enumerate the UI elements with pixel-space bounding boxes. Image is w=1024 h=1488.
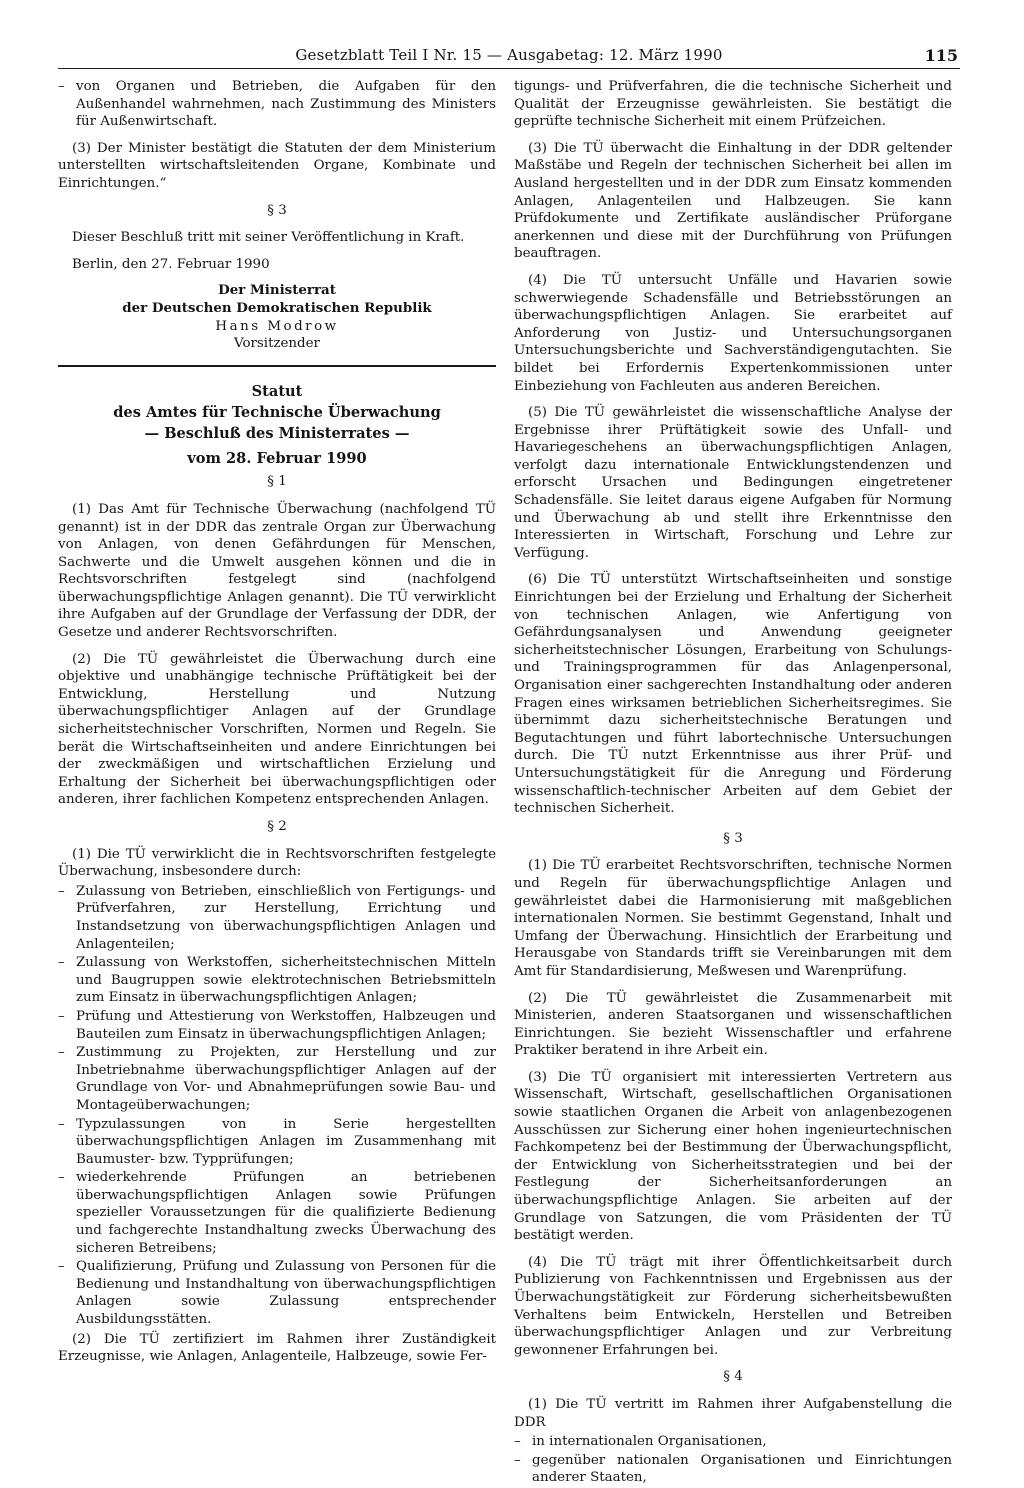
place-date: Berlin, den 27. Februar 1990: [72, 256, 270, 272]
paragraph: (1) Die TÜ vertritt im Rahmen ihrer Aufgabenstellung die DDR: [514, 1396, 952, 1430]
dash-bullet: –: [58, 955, 65, 971]
paragraph: (5) Die TÜ gewährleistet die wissenschaftliche Analyse der Ergebnisse ihrer Prüftätigkeit sowie des Unfall- und Havariegeschehens an überwachungspflichtigen Anlagen, verfolgt dazu internationale Entwicklungstendenzen und erforscht Ursachen und Bedingungen eingetretener Schadensfälle. Sie leitet daraus eigene Aufgaben für Normung und Überwachung ab und stellt ihre Erkenntnisse den Interessierten in Wirtschaft, Forschung und Lehre zur Verfügung.: [514, 405, 952, 561]
list-item-text: in internationalen Organisationen,: [532, 1434, 767, 1450]
list-item-text: wiederkehrende Prüfungen an betriebenen überwachungspflichtigen Anlagen sowie Prüfungen spezieller Voraussetzungen für die qualifizierte Bedienung und fachgerechte Instandhaltung zwecks Überwachung des sicheren Betreibens;: [76, 1170, 496, 1256]
paragraph: (2) Die TÜ gewährleistet die Zusammenarbeit mit Ministerien, anderen Staatsorganen und wissenschaftlichen Einrichtungen. Sie bezieht Wissenschaftler und erfahrene Praktiker beratend in ihre Arbeit ein.: [514, 990, 952, 1059]
list-item-text: Qualifizierung, Prüfung und Zulassung von Personen für die Bedienung und Instandhaltung von überwachungspflichtigen Anlagen sowie Zulassung entsprechender Ausbildungsstätten.: [76, 1259, 496, 1328]
paragraph: (1) Das Amt für Technische Überwachung (nachfolgend TÜ genannt) ist in der DDR das zentrale Organ zur Überwachung von Anlagen, von denen Gefährdungen für Menschen, Sachwerte und die Umwelt ausgehen können und die in Rechtsvorschriften festgelegt sind (nachfolgend überwachungspflichtige Anlagen genannt). Die TÜ verwirklicht ihre Aufgaben auf der Grundlage der Verfassung der DDR, der Gesetze und anderer Rechtsvorschriften.: [58, 501, 496, 641]
section-heading: § 3: [723, 830, 743, 846]
list-item: [58, 1116, 496, 1169]
list-item: [514, 1433, 952, 1451]
list-item-text: von Organen und Betrieben, die Aufgaben für den Außenhandel wahrnehmen, nach Zustimmung des Ministers für Außenwirtschaft.: [76, 79, 496, 130]
dash-bullet: –: [58, 1259, 65, 1275]
list-item-text: Typzulassungen von in Serie hergestellten überwachungspflichtigen Anlagen im Zusammenhang mit Baumuster- bzw. Typprüfungen;: [76, 1116, 496, 1167]
list-item: [58, 78, 496, 131]
signature-organ: der Deutschen Demokratischen Republik: [122, 299, 432, 316]
paragraph: (4) Die TÜ untersucht Unfälle und Havarien sowie schwerwiegende Schadensfälle und Betriebsstörungen an überwachungspflichtigen Anlagen. Sie erarbeitet auf Anforderung von Justiz- und Untersuchungsorganen Untersuchungsberichte und Sachverständigengutachten. Sie bildet bei Erfordernis Expertenkommissionen unter Einbeziehung von Fachleuten aus anderen Bereichen.: [514, 272, 952, 394]
paragraph: (1) Die TÜ verwirklicht die in Rechtsvorschriften festgelegte Überwachung, insbesondere durch:: [58, 846, 496, 880]
section-heading: § 2: [267, 819, 287, 834]
left-column: [58, 78, 496, 1375]
list-item: [58, 1258, 496, 1328]
dash-bullet: –: [58, 1008, 65, 1024]
signature-organ: Der Ministerrat: [218, 282, 336, 299]
header-title: Gesetzblatt Teil I Nr. 15 — Ausgabetag: 12. März 1990: [295, 46, 723, 64]
list-item: [58, 1169, 496, 1257]
paragraph: (2) Die TÜ zertifiziert im Rahmen ihrer Zuständigkeit Erzeugnisse, wie Anlagen, Anlagenteile, Halbzeuge, sowie Fer-: [58, 1331, 496, 1365]
paragraph: (1) Die TÜ erarbeitet Rechtsvorschriften, technische Normen und Regeln für überwachungspflichtige Anlagen und gewährleistet dabei die Harmonisierung mit maßgeblichen internationalen Normen. Sie bestimmt Gegenstand, Inhalt und Umfang der Überwachung. Hinsichtlich der Erarbeitung und Herausgabe von Standards trifft sie Vereinbarungen mit dem Amt für Standardisierung, Meßwesen und Warenprüfung.: [514, 858, 952, 979]
page-number: 115: [924, 46, 958, 65]
paragraph: (4) Die TÜ trägt mit ihrer Öffentlichkeitsarbeit durch Publizierung von Fachkenntnissen und Ergebnissen aus der Überwachungstätigkeit zur Förderung sicherheitsbewußten Verhaltens beim Entwickeln, Herstellen und Betreiben überwachungspflichtiger Anlagen und zur Verbreitung gewonnener Erfahrungen bei.: [514, 1254, 952, 1358]
dash-bullet: –: [514, 1452, 521, 1468]
section-heading: § 3: [267, 202, 287, 218]
signature-name: Hans Modrow: [215, 318, 339, 334]
dash-bullet: –: [58, 1170, 65, 1186]
right-column: [514, 78, 952, 1488]
section-heading: § 4: [723, 1369, 743, 1385]
dash-bullet: –: [58, 1045, 65, 1061]
divider: [58, 365, 496, 367]
section-heading: § 1: [267, 474, 287, 490]
list-item: [58, 954, 496, 1007]
dash-bullet: –: [58, 79, 65, 94]
paragraph: (2) Die TÜ gewährleistet die Überwachung durch eine objektive und unabhängige technische Prüftätigkeit bei der Entwicklung, Herstellung und Nutzung überwachungspflichtiger Anlagen auf der Grundlage sicherheitstechnischer Vorschriften, Normen und Regeln. Sie berät die Wirtschaftseinheiten und andere Einrichtungen bei der zweckmäßigen und wirtschaftlichen Erzielung und Erhaltung der Sicherheit bei überwachungspflichtigen oder anderen, ihrer fachlichen Kompetenz entsprechenden Anlagen.: [58, 651, 496, 808]
list-item-text: Zustimmung zu Projekten, zur Herstellung und zur Inbetriebnahme überwachungspflichtiger Anlagen auf der Grundlage von Vor- und Abnahmeprüfungen sowie Bau- und Montageüberwachungen;: [76, 1045, 496, 1113]
paragraph: tigungs- und Prüfverfahren, die die technische Sicherheit und Qualität der Erzeugnisse gewährleisten. Sie bestätigt die geprüfte technische Sicherheit mit einem Prüfzeichen.: [514, 79, 952, 130]
page-header: [58, 44, 960, 69]
list-item: [58, 883, 496, 953]
document-subtitle: — Beschluß des Ministerrates —: [144, 424, 410, 442]
list-item-text: gegenüber nationalen Organisationen und Einrichtungen anderer Staaten,: [532, 1452, 952, 1486]
paragraph: (3) Die TÜ überwacht die Einhaltung in der DDR geltender Maßstäbe und Regeln der technischen Sicherheit bei allen im Ausland hergestellten und in der DDR zum Einsatz kommenden Anlagen, Anlagenteilen und Halbzeugen. Sie kann Prüfdokumente und Zertifikate ausländischer Prüforgane anerkennen und diese mit der Durchführung von Prüfungen beauftragen.: [514, 140, 952, 262]
signature-role: Vorsitzender: [234, 336, 320, 352]
paragraph: (6) Die TÜ unterstützt Wirtschaftseinheiten und sonstige Einrichtungen bei der Erzielung und Erhaltung der Sicherheit von technischen Anlagen, wie Anfertigung von Gefährdungsanalysen und Anwendung geeigneter sicherheitstechnischer Lösungen, Erarbeitung von Schulungs- und Trainingsprogrammen für das Anlagenpersonal, Organisation einer sachgerechten Instandhaltung oder anderen Fragen eines wirksamen betrieblichen Sicherheitsregimes. Sie übernimmt dazu sicherheitstechnische Beratungen und Begutachtungen und führt labortechnische Untersuchungen durch. Die TÜ nutzt Erkenntnisse aus ihrer Prüf- und Untersuchungstätigkeit für die Anregung und Förderung wissenschaftlich-technischer Arbeiten auf dem Gebiet der technischen Sicherheit.: [514, 572, 952, 817]
dash-bullet: –: [514, 1434, 521, 1450]
paragraph: (3) Der Minister bestätigt die Statuten der dem Ministerium unterstellten wirtschaftsleitenden Organe, Kombinate und Einrichtungen.“: [58, 140, 496, 191]
list-item-text: Zulassung von Betrieben, einschließlich von Fertigungs- und Prüfverfahren, zur Herstellung, Errichtung und Instandsetzung von überwachungspflichtigen Anlagen und Anlagenteilen;: [76, 883, 496, 952]
list-item: [58, 1008, 496, 1043]
document-title: des Amtes für Technische Überwachung: [113, 403, 441, 421]
list-item: [58, 1044, 496, 1114]
dash-bullet: –: [58, 1116, 65, 1132]
paragraph: Dieser Beschluß tritt mit seiner Veröffentlichung in Kraft.: [72, 230, 465, 246]
list-item-text: Zulassung von Werkstoffen, sicherheitstechnischen Mitteln und Baugruppen sowie elektrotechnischen Betriebsmitteln zum Einsatz in überwachungspflichtigen Anlagen;: [76, 955, 496, 1006]
document-title: Statut: [251, 382, 303, 400]
paragraph: (3) Die TÜ organisiert mit interessierten Vertretern aus Wissenschaft, Wirtschaft, gesellschaftlichen Organisationen sowie staatlichen Organen die Arbeit von anlagenbezogenen Ausschüssen zur Sicherung einer hohen ingenieurtechnischen Fachkompetenz bei der Bestimmung der Überwachungspflicht, der Entwicklung von Sicherheitsstrategien und bei der Festlegung der Sicherheitsanforderungen an überwachungspflichtige Anlagen. Sie arbeiten auf der Grundlage von Satzungen, die vom Präsidenten der TÜ bestätigt werden.: [514, 1069, 952, 1244]
list-item-text: Prüfung und Attestierung von Werkstoffen, Halbzeugen und Bauteilen zum Einsatz in überwachungspflichtigen Anlagen;: [76, 1008, 496, 1042]
dash-bullet: –: [58, 883, 65, 899]
list-item: [514, 1452, 952, 1487]
document-date: vom 28. Februar 1990: [187, 449, 367, 467]
